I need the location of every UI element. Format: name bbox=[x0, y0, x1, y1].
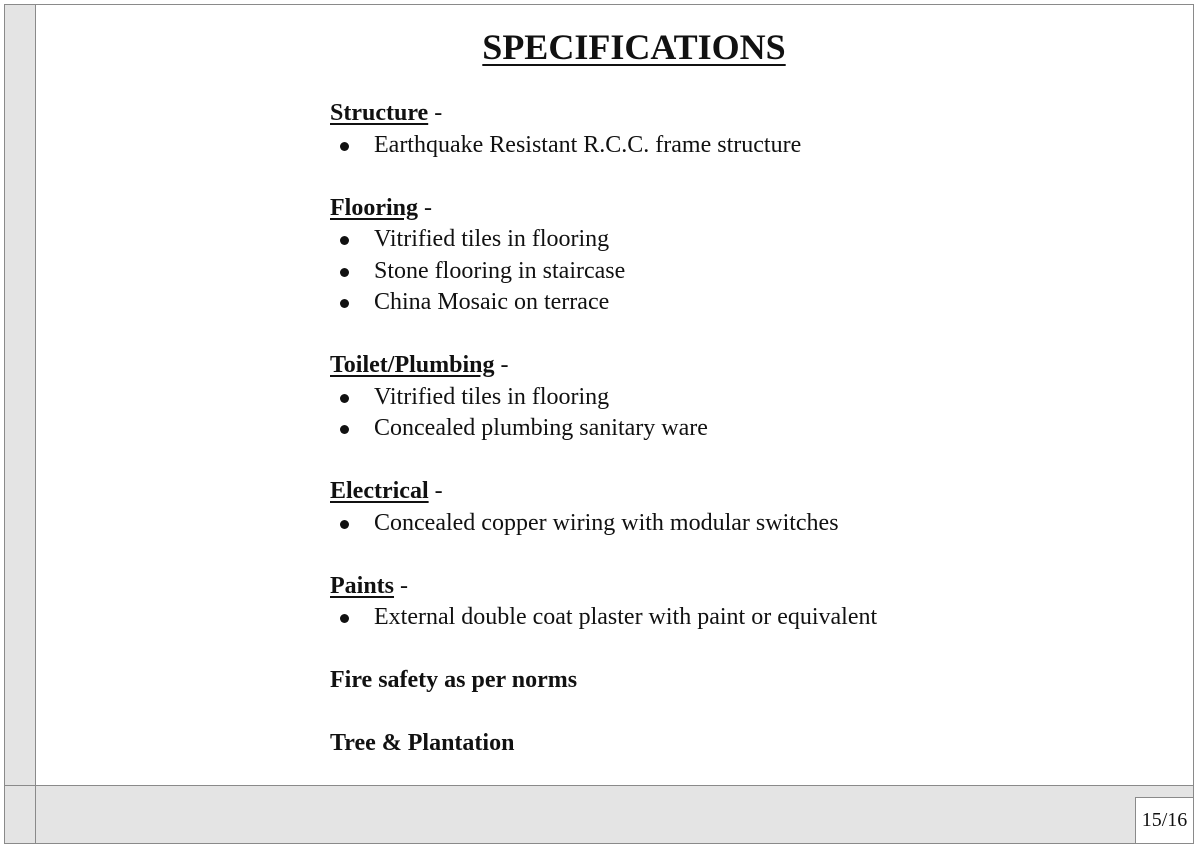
list-item bbox=[330, 508, 1110, 540]
bullet-icon bbox=[340, 425, 349, 434]
heading-label-structure: Structure bbox=[330, 100, 429, 126]
bullet-list bbox=[330, 508, 1110, 540]
section-flooring bbox=[330, 193, 1110, 319]
section-heading bbox=[330, 98, 1110, 130]
heading-separator: - bbox=[428, 478, 443, 504]
heading-label-paints: Paints bbox=[330, 572, 395, 599]
heading-separator: - bbox=[394, 572, 409, 599]
bullet-list bbox=[330, 224, 1110, 319]
page-title: SPECIFICATIONS bbox=[482, 27, 786, 67]
section-heading bbox=[330, 193, 1110, 225]
bullet-list bbox=[330, 130, 1110, 162]
list-item bbox=[330, 413, 1110, 445]
list-item bbox=[330, 382, 1110, 414]
list-item bbox=[330, 256, 1110, 288]
bullet-icon bbox=[340, 236, 349, 245]
bullet-icon bbox=[340, 268, 349, 277]
section-heading bbox=[330, 350, 1110, 382]
section-toilet-plumbing bbox=[330, 350, 1110, 445]
section-paints bbox=[330, 571, 1110, 634]
heading-label-flooring: Flooring bbox=[330, 194, 418, 221]
list-item-text: Concealed plumbing sanitary ware bbox=[374, 415, 708, 441]
bullet-icon bbox=[340, 394, 349, 403]
heading-separator: - bbox=[428, 100, 443, 126]
bullet-icon bbox=[340, 142, 349, 151]
list-item bbox=[330, 130, 1110, 162]
specifications-content bbox=[330, 98, 1110, 791]
left-margin-strip bbox=[5, 5, 36, 843]
bullet-icon bbox=[340, 614, 349, 623]
bullet-list bbox=[330, 602, 1110, 634]
list-item bbox=[330, 224, 1110, 256]
tree-plantation-note: Tree & Plantation bbox=[330, 730, 515, 756]
heading-separator: - bbox=[418, 194, 432, 221]
list-item bbox=[330, 287, 1110, 319]
heading-separator: - bbox=[494, 352, 509, 378]
list-item-text: Vitrified tiles in flooring bbox=[374, 226, 610, 252]
heading-label-toilet-plumbing: Toilet/Plumbing bbox=[330, 352, 495, 378]
list-item-text: China Mosaic on terrace bbox=[374, 289, 610, 315]
fire-safety-note: Fire safety as per norms bbox=[330, 667, 578, 693]
list-item bbox=[330, 602, 1110, 634]
heading-label-electrical: Electrical bbox=[330, 478, 429, 504]
section-structure bbox=[330, 98, 1110, 161]
bullet-icon bbox=[340, 520, 349, 529]
section-heading bbox=[330, 571, 1110, 603]
list-item-text: Stone flooring in staircase bbox=[374, 257, 626, 284]
section-electrical bbox=[330, 476, 1110, 539]
page-number: 15/16 bbox=[1135, 797, 1193, 843]
section-heading bbox=[330, 476, 1110, 508]
list-item-text: Vitrified tiles in flooring bbox=[374, 383, 610, 410]
footer-strip bbox=[5, 785, 1193, 843]
bullet-icon bbox=[340, 299, 349, 308]
list-item-text: External double coat plaster with paint or equivalent bbox=[374, 604, 878, 630]
list-item-text: Concealed copper wiring with modular switches bbox=[374, 509, 839, 536]
footer-divider bbox=[35, 785, 36, 843]
bullet-list bbox=[330, 382, 1110, 445]
list-item-text: Earthquake Resistant R.C.C. frame structure bbox=[374, 131, 802, 158]
